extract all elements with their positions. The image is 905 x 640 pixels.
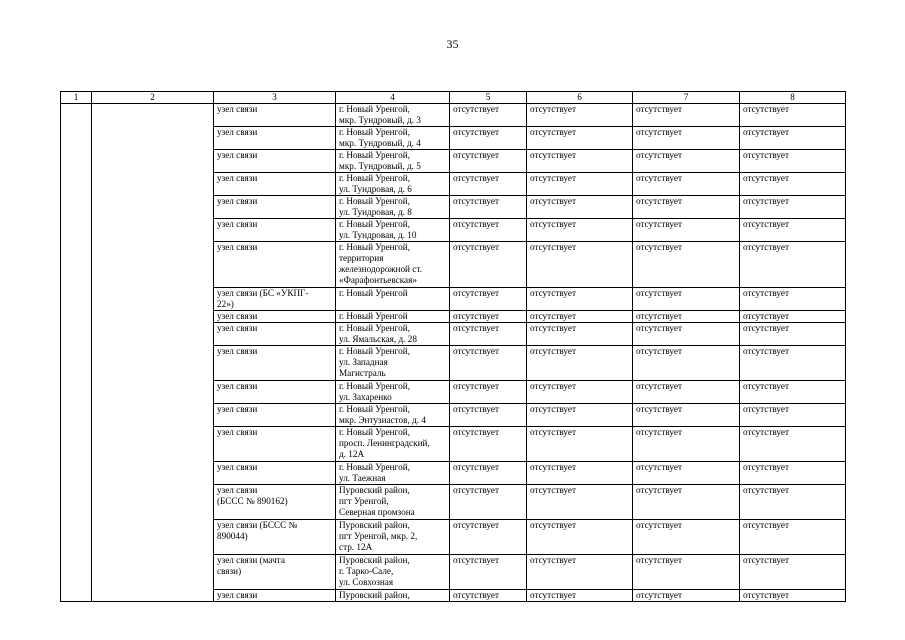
cell-c3: узел связи (БССС № 890044) xyxy=(214,520,336,555)
cell-c3: узел связи xyxy=(214,150,336,173)
cell-c7: отсутствует xyxy=(633,381,740,404)
cell-c7: отсутствует xyxy=(633,404,740,427)
register-table xyxy=(60,91,846,602)
cell-c3: узел связи (БС «УКПГ- 22») xyxy=(214,288,336,311)
cell-c6: отсутствует xyxy=(527,196,633,219)
cell-c8: отсутствует xyxy=(740,381,846,404)
cell-c7: отсутствует xyxy=(633,127,740,150)
cell-c5: отсутствует xyxy=(450,520,527,555)
cell-c7: отсутствует xyxy=(633,427,740,462)
cell-c4: г. Новый Уренгой, ул. Тундровая, д. 10 xyxy=(336,219,450,242)
cell-c5: отсутствует xyxy=(450,381,527,404)
cell-c4: Пуровский район, пгт Уренгой, Северная промзона xyxy=(336,485,450,520)
cell-c4: г. Новый Уренгой, ул. Тундровая, д. 6 xyxy=(336,173,450,196)
cell-c5: отсутствует xyxy=(450,485,527,520)
column-1-merged-cell xyxy=(61,104,92,602)
cell-c5: отсутствует xyxy=(450,173,527,196)
cell-c8: отсутствует xyxy=(740,196,846,219)
cell-c5: отсутствует xyxy=(450,404,527,427)
cell-c4: г. Новый Уренгой, ул. Таежная xyxy=(336,462,450,485)
cell-c6: отсутствует xyxy=(527,520,633,555)
cell-c3: узел связи xyxy=(214,173,336,196)
cell-c7: отсутствует xyxy=(633,520,740,555)
cell-c8: отсутствует xyxy=(740,346,846,381)
cell-c5: отсутствует xyxy=(450,346,527,381)
header-row xyxy=(61,92,846,104)
cell-c5: отсутствует xyxy=(450,196,527,219)
cell-c7: отсутствует xyxy=(633,462,740,485)
cell-c8: отсутствует xyxy=(740,288,846,311)
cell-c4: г. Новый Уренгой, мкр. Тундровый, д. 4 xyxy=(336,127,450,150)
header-cell: 6 xyxy=(527,92,633,104)
cell-c8: отсутствует xyxy=(740,150,846,173)
cell-c4: г. Новый Уренгой, ул. Захаренко xyxy=(336,381,450,404)
cell-c7: отсутствует xyxy=(633,311,740,323)
cell-c8: отсутствует xyxy=(740,555,846,590)
cell-c3: узел связи xyxy=(214,311,336,323)
cell-c8: отсутствует xyxy=(740,427,846,462)
cell-c6: отсутствует xyxy=(527,104,633,127)
cell-c3: узел связи xyxy=(214,219,336,242)
cell-c4: г. Новый Уренгой, мкр. Энтузиастов, д. 4 xyxy=(336,404,450,427)
cell-c5: отсутствует xyxy=(450,311,527,323)
cell-c4: г. Новый Уренгой xyxy=(336,311,450,323)
column-2-merged-cell xyxy=(92,104,214,602)
cell-c6: отсутствует xyxy=(527,127,633,150)
cell-c6: отсутствует xyxy=(527,381,633,404)
cell-c4: г. Новый Уренгой, просп. Ленинградский, д. 12А xyxy=(336,427,450,462)
cell-c3: узел связи xyxy=(214,404,336,427)
cell-c7: отсутствует xyxy=(633,288,740,311)
cell-c5: отсутствует xyxy=(450,219,527,242)
cell-c5: отсутствует xyxy=(450,427,527,462)
cell-c4: г. Новый Уренгой, мкр. Тундровый, д. 3 xyxy=(336,104,450,127)
cell-c7: отсутствует xyxy=(633,323,740,346)
cell-c5: отсутствует xyxy=(450,104,527,127)
cell-c6: отсутствует xyxy=(527,311,633,323)
cell-c7: отсутствует xyxy=(633,590,740,602)
cell-c8: отсутствует xyxy=(740,323,846,346)
cell-c6: отсутствует xyxy=(527,462,633,485)
cell-c3: узел связи xyxy=(214,381,336,404)
cell-c3: узел связи xyxy=(214,242,336,288)
cell-c8: отсутствует xyxy=(740,485,846,520)
cell-c4: г. Новый Уренгой, ул. Тундровая, д. 8 xyxy=(336,196,450,219)
cell-c3: узел связи xyxy=(214,196,336,219)
cell-c5: отсутствует xyxy=(450,590,527,602)
cell-c3: узел связи (мачта связи) xyxy=(214,555,336,590)
cell-c7: отсутствует xyxy=(633,173,740,196)
cell-c4: г. Новый Уренгой, ул. Западная Магистраль xyxy=(336,346,450,381)
cell-c5: отсутствует xyxy=(450,127,527,150)
cell-c8: отсутствует xyxy=(740,127,846,150)
cell-c8: отсутствует xyxy=(740,311,846,323)
cell-c6: отсутствует xyxy=(527,219,633,242)
header-cell: 1 xyxy=(61,92,92,104)
cell-c3: узел связи xyxy=(214,427,336,462)
header-cell: 5 xyxy=(450,92,527,104)
cell-c5: отсутствует xyxy=(450,150,527,173)
cell-c3: узел связи xyxy=(214,127,336,150)
cell-c7: отсутствует xyxy=(633,104,740,127)
header-cell: 8 xyxy=(740,92,846,104)
cell-c6: отсутствует xyxy=(527,323,633,346)
cell-c4: Пуровский район, пгт Уренгой, мкр. 2, стр. 12А xyxy=(336,520,450,555)
cell-c4: г. Новый Уренгой, ул. Ямальская, д. 28 xyxy=(336,323,450,346)
cell-c5: отсутствует xyxy=(450,242,527,288)
cell-c4: Пуровский район, г. Тарко-Сале, ул. Совхозная xyxy=(336,555,450,590)
header-cell: 2 xyxy=(92,92,214,104)
cell-c3: узел связи xyxy=(214,590,336,602)
cell-c8: отсутствует xyxy=(740,404,846,427)
cell-c8: отсутствует xyxy=(740,590,846,602)
cell-c6: отсутствует xyxy=(527,288,633,311)
cell-c6: отсутствует xyxy=(527,173,633,196)
header-cell: 4 xyxy=(336,92,450,104)
cell-c7: отсутствует xyxy=(633,346,740,381)
cell-c7: отсутствует xyxy=(633,196,740,219)
cell-c5: отсутствует xyxy=(450,323,527,346)
cell-c6: отсутствует xyxy=(527,346,633,381)
cell-c6: отсутствует xyxy=(527,590,633,602)
cell-c3: узел связи (БССС № 890162) xyxy=(214,485,336,520)
cell-c8: отсутствует xyxy=(740,104,846,127)
cell-c6: отсутствует xyxy=(527,150,633,173)
cell-c6: отсутствует xyxy=(527,427,633,462)
cell-c6: отсутствует xyxy=(527,485,633,520)
cell-c7: отсутствует xyxy=(633,150,740,173)
cell-c8: отсутствует xyxy=(740,173,846,196)
cell-c6: отсутствует xyxy=(527,555,633,590)
cell-c7: отсутствует xyxy=(633,555,740,590)
page-number: 35 xyxy=(446,37,459,51)
table-row xyxy=(61,104,846,127)
cell-c4: Пуровский район, xyxy=(336,590,450,602)
cell-c4: г. Новый Уренгой xyxy=(336,288,450,311)
header-cell: 3 xyxy=(214,92,336,104)
cell-c3: узел связи xyxy=(214,462,336,485)
cell-c8: отсутствует xyxy=(740,520,846,555)
cell-c3: узел связи xyxy=(214,323,336,346)
cell-c4: г. Новый Уренгой, территория железнодорожной ст. «Фарафонтьевская» xyxy=(336,242,450,288)
cell-c3: узел связи xyxy=(214,346,336,381)
cell-c5: отсутствует xyxy=(450,288,527,311)
cell-c7: отсутствует xyxy=(633,242,740,288)
cell-c3: узел связи xyxy=(214,104,336,127)
header-cell: 7 xyxy=(633,92,740,104)
cell-c6: отсутствует xyxy=(527,404,633,427)
cell-c8: отсутствует xyxy=(740,242,846,288)
cell-c8: отсутствует xyxy=(740,462,846,485)
cell-c6: отсутствует xyxy=(527,242,633,288)
cell-c5: отсутствует xyxy=(450,555,527,590)
cell-c7: отсутствует xyxy=(633,485,740,520)
cell-c7: отсутствует xyxy=(633,219,740,242)
cell-c4: г. Новый Уренгой, мкр. Тундровый, д. 5 xyxy=(336,150,450,173)
cell-c8: отсутствует xyxy=(740,219,846,242)
cell-c5: отсутствует xyxy=(450,462,527,485)
